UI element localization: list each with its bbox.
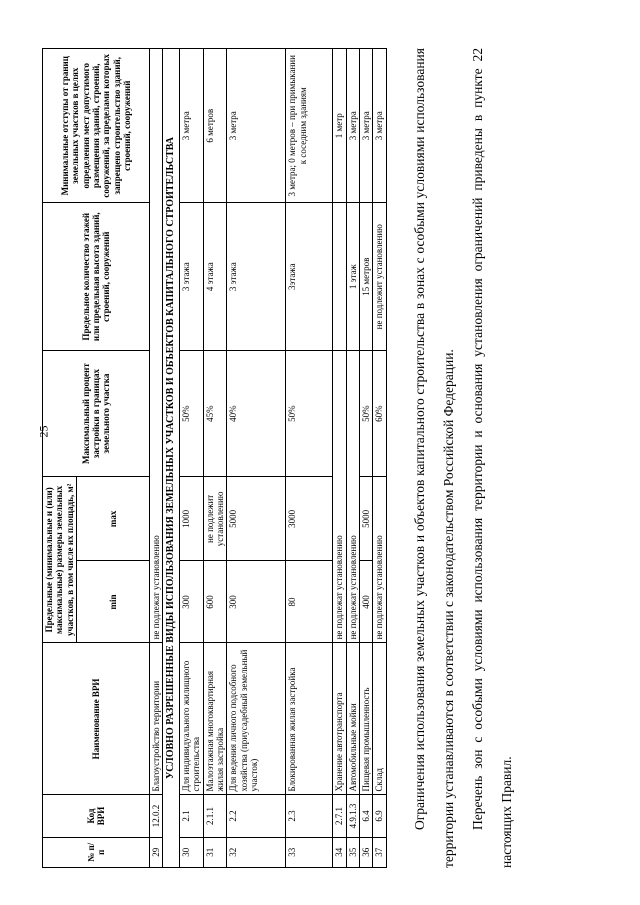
section-title: УСЛОВНО РАЗРЕШЕННЫЕ ВИДЫ ИСПОЛЬЗОВАНИЯ ЗЕМЕЛЬНЫХ УЧАСТКОВ И ОБЪЕКТОВ КАПИТАЛЬНОГО СТРОИТЕЛЬСТВА bbox=[163, 49, 180, 868]
cell-num: 35 bbox=[346, 837, 359, 867]
paragraph: Ограничения использования земельных участков и объектов капитального строительства в зонах с особыми условиями использования территории устанавливаются в соответствии с законодательством Российской Федерации. bbox=[411, 48, 456, 868]
table-row bbox=[203, 49, 227, 868]
cell-span: не подлежат установлению bbox=[346, 350, 359, 642]
cell-name: Благоустройство территории bbox=[150, 643, 163, 795]
cell-code: 2.2 bbox=[227, 795, 286, 837]
cell-floors bbox=[333, 203, 346, 350]
cell-num: 30 bbox=[179, 837, 203, 867]
cell-code: 12.0.2 bbox=[150, 795, 163, 837]
table-row bbox=[346, 49, 359, 868]
cell-num: 29 bbox=[150, 837, 163, 867]
cell-setback: 3 метра bbox=[346, 49, 359, 204]
header-size: Предельные (минимальные и (или) максимальные) размеры земельных участков, в том числе их площадь, м² bbox=[43, 477, 77, 643]
table-row bbox=[373, 49, 386, 868]
cell-max: не подлежит установлению bbox=[203, 477, 227, 561]
cell-name: Для индивидуального жилищного строительства bbox=[179, 643, 203, 795]
rotated-page-content bbox=[42, 38, 612, 868]
cell-name: Малоэтажная многоквартирная жилая застройка bbox=[203, 643, 227, 795]
header-min: min bbox=[77, 561, 150, 643]
cell-max: 3000 bbox=[286, 477, 333, 561]
cell-code: 2.1 bbox=[179, 795, 203, 837]
cell-floors: 15 метров bbox=[359, 203, 372, 350]
cell-min: 400 bbox=[359, 561, 372, 643]
table-row bbox=[150, 49, 163, 868]
cell-max: 5000 bbox=[227, 477, 286, 561]
cell-setback: 3 метра bbox=[373, 49, 386, 204]
cell-floors: 1 этаж bbox=[346, 203, 359, 350]
cell-percent: 60% bbox=[373, 350, 386, 476]
cell-code: 6.9 bbox=[373, 795, 386, 837]
header-percent: Максимальный процент застройки в границах земельного участка bbox=[43, 350, 150, 476]
cell-min: 300 bbox=[179, 561, 203, 643]
cell-percent: 50% bbox=[359, 350, 372, 476]
cell-setback: 3 метра bbox=[359, 49, 372, 204]
cell-floors: 4 этажа bbox=[203, 203, 227, 350]
cell-floors: 3этажа bbox=[286, 203, 333, 350]
cell-min: 300 bbox=[227, 561, 286, 643]
table-header-row bbox=[43, 49, 77, 868]
header-code: Код ВРИ bbox=[43, 795, 150, 837]
table-row bbox=[359, 49, 372, 868]
cell-percent: 50% bbox=[179, 350, 203, 476]
cell-code: 4.9.1.3 bbox=[346, 795, 359, 837]
cell-max: 1000 bbox=[179, 477, 203, 561]
cell-setback: 3 метра bbox=[227, 49, 286, 204]
cell-num: 33 bbox=[286, 837, 333, 867]
page-number: 25 bbox=[36, 425, 51, 438]
cell-name: Склад bbox=[373, 643, 386, 795]
cell-name: Хранение автотранспорта bbox=[333, 643, 346, 795]
paragraph: Перечень зон с особыми условиями использования территории и основания установления ограничений приведены в пункте 22 настоящих Правил. bbox=[469, 48, 514, 868]
cell-name: Пищевая промышленность bbox=[359, 643, 372, 795]
cell-floors: 3 этажа bbox=[227, 203, 286, 350]
table-row bbox=[179, 49, 203, 868]
cell-setback: 1 метр bbox=[333, 49, 346, 204]
table-row bbox=[227, 49, 286, 868]
header-max: max bbox=[77, 477, 150, 561]
section-header-row bbox=[163, 49, 180, 868]
cell-name: Для ведения личного подсобного хозяйства (приусадебный земельный участок) bbox=[227, 643, 286, 795]
cell-max: 5000 bbox=[359, 477, 372, 561]
cell-percent: 40% bbox=[227, 350, 286, 476]
table-row bbox=[333, 49, 346, 868]
table-row bbox=[286, 49, 333, 868]
cell-num: 34 bbox=[333, 837, 346, 867]
cell-code: 2.7.1 bbox=[333, 795, 346, 837]
cell-percent: 45% bbox=[203, 350, 227, 476]
cell-setback: 3 метра bbox=[179, 49, 203, 204]
cell-span: не подлежат установлению bbox=[373, 477, 386, 643]
cell-setback: 3 метра; 0 метров – при примыкании к соседним зданиям bbox=[286, 49, 333, 204]
cell-span: не подлежат установлению bbox=[150, 49, 163, 643]
cell-floors: не подлежит установлению bbox=[373, 203, 386, 350]
cell-floors: 3 этажа bbox=[179, 203, 203, 350]
cell-min: 80 bbox=[286, 561, 333, 643]
header-name: Наименование ВРИ bbox=[43, 643, 150, 795]
cell-name: Автомобильные мойки bbox=[346, 643, 359, 795]
header-num: № п/п bbox=[43, 837, 150, 867]
cell-span: не подлежат установлению bbox=[333, 350, 346, 642]
cell-percent: 50% bbox=[286, 350, 333, 476]
cell-code: 2.1.1 bbox=[203, 795, 227, 837]
body-text bbox=[405, 48, 521, 868]
cell-num: 31 bbox=[203, 837, 227, 867]
cell-min: 600 bbox=[203, 561, 227, 643]
regulations-table bbox=[42, 48, 387, 868]
cell-num: 37 bbox=[373, 837, 386, 867]
cell-code: 6.4 bbox=[359, 795, 372, 837]
header-floors: Предельное количество этажей или предельная высота зданий, строений, сооружений bbox=[43, 203, 150, 350]
cell-num: 36 bbox=[359, 837, 372, 867]
cell-num: 32 bbox=[227, 837, 286, 867]
cell-code: 2.3 bbox=[286, 795, 333, 837]
cell-setback: 6 метров bbox=[203, 49, 227, 204]
header-setback: Минимальные отступы от границ земельных участков в целях определения мест допустимого размещения зданий, строений, сооружений, за пределами которых запрещено строительство зданий, строений, сооружений bbox=[43, 49, 150, 204]
cell-name: Блокированная жилая застройка bbox=[286, 643, 333, 795]
